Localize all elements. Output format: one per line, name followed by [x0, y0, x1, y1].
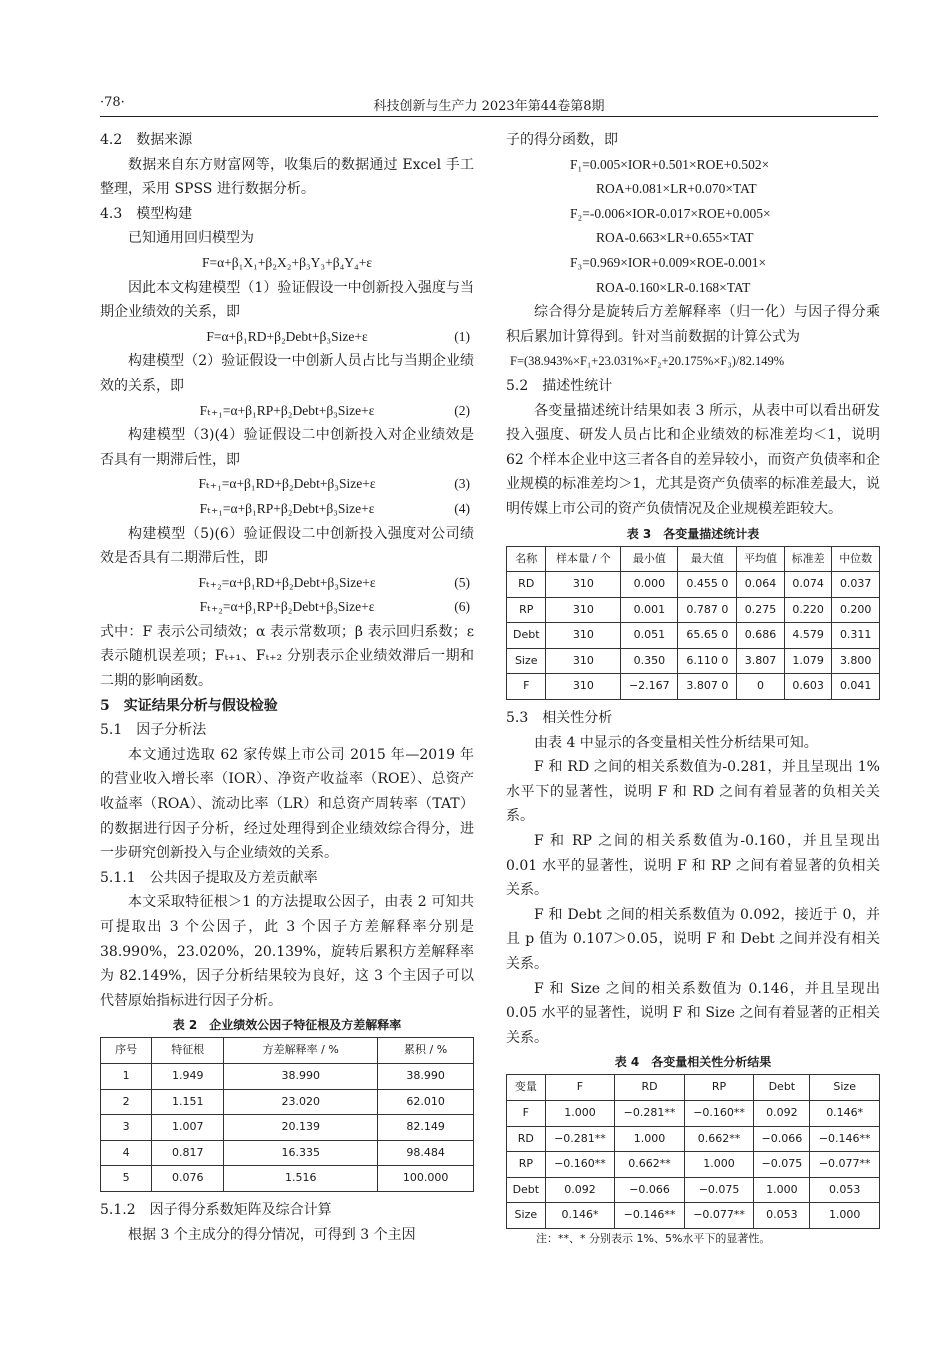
- table-row: F 1.000 −0.281** −0.160** 0.092 0.146*: [507, 1100, 880, 1126]
- factor-score-f3-cont: ROA-0.160×LR-0.168×TAT: [596, 279, 751, 295]
- table-header-row: 变量 F RD RP Debt Size: [507, 1075, 880, 1101]
- table-row: Size 0.146* −0.146** −0.077** 0.053 1.000: [507, 1203, 880, 1229]
- section-5-3-title: 5.3 相关性分析: [506, 710, 613, 727]
- paragraph: 因此本文构建模型（1）验证假设一中创新投入强度与当期企业绩效的关系，即: [100, 279, 474, 321]
- table-row: 2 1.151 23.020 62.010: [101, 1089, 474, 1115]
- table-row: 3 1.007 20.139 82.149: [101, 1115, 474, 1141]
- section-4-2-title: 4.2 数据来源: [100, 132, 193, 148]
- table-row: RP 310 0.001 0.787 0 0.275 0.220 0.200: [507, 597, 880, 623]
- table-row: 4 0.817 16.335 98.484: [101, 1140, 474, 1166]
- factor-score-f1: F₁=0.005×IOR+0.501×ROE+0.502×: [570, 156, 770, 172]
- table-2: [100, 1037, 474, 1192]
- left-column: [100, 128, 474, 1247]
- paragraph: 由表 4 中显示的各变量相关性分析结果可知。: [534, 734, 818, 751]
- section-5-2-title: 5.2 描述性统计: [506, 377, 613, 394]
- section-5-1-1-title: 5.1.1 公共因子提取及方差贡献率: [100, 869, 318, 886]
- paragraph: 各变量描述统计结果如表 3 所示，从表中可以看出研发投入强度、研发人员占比和企业绩效的标准差均＜1，说明 62 个样本企业中这三者各自的差异较小，而资产负债率和企业规模的标准差均＞1，尤其是资产负债率的标准差最大，说明传媒上市公司的资产负债情况及企业规模差距较大。: [506, 402, 880, 517]
- table-row: RD −0.281** 1.000 0.662** −0.066 −0.146**: [507, 1126, 880, 1152]
- section-4-2-paragraph: 数据来自东方财富网等，收集后的数据通过 Excel 手工整理，采用 SPSS 进行数据分析。: [100, 156, 474, 198]
- table-row: RD 310 0.000 0.455 0 0.064 0.074 0.037: [507, 572, 880, 598]
- page-number: ·78·: [100, 95, 125, 110]
- table-4: [506, 1074, 880, 1229]
- table-3-caption: 表 3 各变量描述统计表: [626, 526, 760, 541]
- table-4-caption: 表 4 各变量相关性分析结果: [614, 1055, 772, 1070]
- equation-2: Fₜ₊₁=α+β₁RP+β₂Debt+β₃Size+ε (2): [199, 402, 470, 418]
- paragraph: 式中：F 表示公司绩效；α 表示常数项；β 表示回归系数；ε 表示随机误差项；Fₜ₊₁、Fₜ₊₂ 分别表示企业绩效滞后一期和二期的影响函数。: [100, 623, 474, 690]
- factor-score-f2: F₂=-0.006×IOR-0.017×ROE+0.005×: [570, 205, 771, 221]
- factor-score-f1-cont: ROA+0.081×LR+0.070×TAT: [596, 181, 757, 197]
- paragraph: 综合得分是旋转后方差解释率（归一化）与因子得分乘积后累加计算得到。针对当前数据的计算公式为: [506, 304, 880, 345]
- factor-score-f2-cont: ROA-0.663×LR+0.655×TAT: [596, 230, 754, 246]
- paragraph: 已知通用回归模型为: [128, 230, 254, 247]
- paragraph: 构建模型（5)(6）验证假设二中创新投入强度对公司绩效是否具有二期滞后性，即: [100, 525, 474, 567]
- table-row: 1 1.949 38.990 38.990: [101, 1063, 474, 1089]
- paragraph: 构建模型（2）验证假设一中创新人员占比与当期企业绩效的关系，即: [100, 353, 474, 394]
- section-5-title: 5 实证结果分析与假设检验: [100, 697, 278, 714]
- equation-5: Fₜ₊₂=α+β₁RD+β₂Debt+β₃Size+ε (5): [198, 574, 470, 590]
- table-row: Debt 0.092 −0.066 −0.075 1.000 0.053: [507, 1177, 880, 1203]
- paragraph: 本文采取特征根＞1 的方法提取公因子，由表 2 可知共可提取出 3 个公因子，此 3 个因子方差解释率分别是 38.990%，23.020%，20.139%，旋转后累积方差解释率为 82.149%，因子分析结果较为良好，这 3 个主因子可以代替原始指标进行因子分析。: [100, 894, 474, 1009]
- paragraph: 构建模型（3)(4）验证假设二中创新投入对企业绩效是否具有一期滞后性，即: [100, 427, 474, 468]
- equation-general: F=α+β₁X₁+β₂X₂+β₃Y₃+β₄Y₄+ε: [201, 254, 373, 270]
- table-row: Debt 310 0.051 65.65 0 0.686 4.579 0.311: [507, 623, 880, 649]
- table-4-note: 注：**、* 分别表示 1%、5%水平下的显著性。: [536, 1231, 771, 1245]
- table-header-row: 名称 样本量 / 个 最小值 最大值 平均值 标准差 中位数: [507, 546, 880, 572]
- paragraph: 本文通过选取 62 家传媒上市公司 2015 年—2019 年的营业收入增长率（IOR）、净资产收益率（ROE）、总资产收益率（ROA）、流动比率（LR）和总资产周转率（TAT）的数据进行因子分析，经过处理得到企业绩效综合得分，进一步研究创新投入与企业绩效的关系。: [100, 746, 474, 862]
- paragraph: F 和 RD 之间的相关系数值为-0.281，并且呈现出 1% 水平下的显著性，说明 F 和 RD 之间有着显著的负相关关系。: [506, 759, 880, 825]
- table-row: Size 310 0.350 6.110 0 3.807 1.079 3.800: [507, 648, 880, 674]
- running-header: [100, 92, 878, 117]
- equation-6: Fₜ₊₂=α+β₁RP+β₂Debt+β₃Size+ε (6): [199, 599, 470, 615]
- table-2-caption: 表 2 企业绩效公因子特征根及方差解释率: [172, 1018, 402, 1033]
- paragraph: 根据 3 个主成分的得分情况，可得到 3 个主因: [128, 1226, 416, 1243]
- paragraph: F 和 RP 之间的相关系数值为-0.160，并且呈现出 0.01 水平的显著性，说明 F 和 RP 之间有着显著的负相关关系。: [506, 833, 880, 899]
- section-5-1-2-title: 5.1.2 因子得分系数矩阵及综合计算: [100, 1201, 332, 1218]
- paragraph: F 和 Debt 之间的相关系数值为 0.092，接近于 0，并且 p 值为 0.107＞0.05，说明 F 和 Debt 之间并没有相关关系。: [506, 906, 880, 972]
- section-4-3-title: 4.3 模型构建: [100, 205, 193, 222]
- right-column: [506, 128, 880, 1249]
- table-row: RP −0.160** 0.662** 1.000 −0.075 −0.077**: [507, 1152, 880, 1178]
- paragraph: F 和 Size 之间的相关系数值为 0.146，并且呈现出 0.05 水平的显著性，说明 F 和 Size 之间有着显著的正相关关系。: [506, 980, 880, 1046]
- table-row: 5 0.076 1.516 100.000: [101, 1166, 474, 1192]
- paragraph: 子的得分函数，即: [506, 132, 618, 148]
- journal-title: 科技创新与生产力 2023年第44卷第8期: [373, 99, 605, 114]
- table-3: [506, 546, 880, 701]
- factor-score-f3: F₃=0.969×IOR+0.009×ROE-0.001×: [570, 254, 767, 270]
- composite-score-formula: F=(38.943%×F₁+23.031%×F₂+20.175%×F₃)/82.149%: [510, 354, 785, 369]
- equation-3: Fₜ₊₁=α+β₁RD+β₂Debt+β₃Size+ε (3): [198, 476, 470, 492]
- table-row: F 310 −2.167 3.807 0 0 0.603 0.041: [507, 674, 880, 700]
- section-5-1-title: 5.1 因子分析法: [100, 722, 207, 739]
- equation-1: F=α+β₁RD+β₂Debt+β₃Size+ε (1): [206, 328, 470, 344]
- equation-4: Fₜ₊₁=α+β₁RP+β₂Debt+β₃Size+ε (4): [199, 500, 470, 516]
- table-header-row: 序号 特征根 方差解释率 / % 累积 / %: [101, 1038, 474, 1064]
